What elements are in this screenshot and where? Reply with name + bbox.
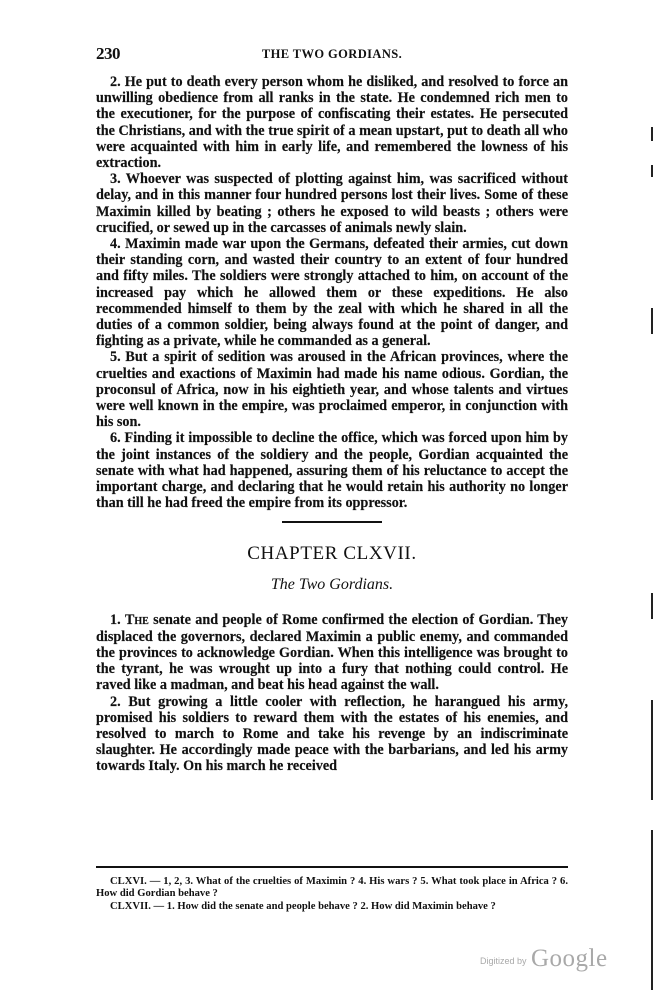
watermark-prefix: Digitized by [480, 956, 527, 966]
paragraph-clxvi-5: 5. But a spirit of sedition was aroused in the African provinces, where the cruelties and exactions of Maximin had made his name odious. Gordian, the proconsul of Africa, now in his eightieth year, and whose talents and virtues were well known in the empire, was proclaimed emperor, in conjunction with his son. [96, 349, 568, 431]
scan-margin-mark [651, 700, 653, 800]
paragraph-clxvii-1 [96, 612, 568, 693]
scan-margin-mark [651, 165, 653, 177]
section-divider [282, 521, 382, 523]
drop-smallcaps-word: The [124, 612, 149, 629]
page-body [96, 74, 568, 775]
paragraph-clxvi-3: 3. Whoever was suspected of plotting against him, was sacrificed without delay, and in this manner four hundred persons lost their lives. Some of these Maximin killed by beating ; others he exposed to wild beasts ; others were crucified, or sewed up in the carcasses of animals newly slain. [96, 171, 568, 236]
paragraph-clxvi-6: 6. Finding it impossible to decline the office, which was forced upon him by the joint instances of the soldiery and the people, Gordian acquainted the senate with what had happened, assuring them of his reluctance to accept the important charge, and declaring that he would retain his authority no longer than till he had freed the empire from its oppressor. [96, 430, 568, 512]
footnote-clxvii: CLXVII. — 1. How did the senate and people behave ? 2. How did Maximin behave ? [110, 900, 496, 912]
google-logo: Google [530, 945, 608, 972]
scan-margin-mark [651, 127, 653, 141]
paragraph-clxvi-2: 2. He put to death every person whom he disliked, and resolved to force an unwilling obedience from all ranks in the state. He condemned rich men to the executioner, for the purpose of confiscating their estates. He persecuted the Christians, and with the true spirit of a mean upstart, put to death all who were acquainted with him in early life, and remembered the lowness of his extraction. [96, 74, 568, 172]
page-number: 230 [96, 44, 120, 63]
scan-margin-mark [651, 593, 653, 619]
paragraph-text: senate and people of Rome confirmed the election of Gordian. They displaced the governors, declared Maximin a public enemy, and commanded the provinces to acknowledge Gordian. When this intelligence was brought to the tyrant, he was wrought up into a fury that nothing could control. He raved like a madman, and beat his head against the wall. [96, 612, 569, 694]
paragraph-clxvii-2: 2. But growing a little cooler with reflection, he harangued his army, promised his soldiers to reward them with the estates of his enemies, and resolved to march to Rome and take his revenge by an indiscriminate slaughter. He accordingly made peace with the barbarians, and led his army towards Italy. On his march he received [96, 693, 568, 775]
scan-margin-mark [651, 308, 653, 334]
footnote-clxvi: CLXVI. — 1, 2, 3. What of the cruelties of Maximin ? 4. His wars ? 5. What took place in Africa ? 6. How did Gordian behave ? [96, 876, 568, 900]
digitized-watermark [480, 945, 608, 973]
chapter-subtitle: The Two Gordians. [270, 576, 394, 594]
running-title: THE TWO GORDIANS. [261, 47, 403, 61]
footnote-rule [96, 866, 568, 868]
footnotes [96, 876, 568, 913]
chapter-heading: CHAPTER CLXVII. [247, 543, 417, 565]
paragraph-number: 1. [110, 612, 125, 629]
scan-margin-mark [651, 830, 653, 990]
paragraph-clxvi-4: 4. Maximin made war upon the Germans, defeated their armies, cut down their standing corn, and wasted their country to an extent of four hundred and fifty miles. The soldiers were strongly attached to him, on account of the increased pay which he allowed them or these expeditions. He also recommended himself to them by the zeal with which he shared in all the duties of a common soldier, being always found at the point of danger, and fighting as a private, while he commanded as a general. [96, 236, 568, 350]
running-head [96, 44, 568, 64]
